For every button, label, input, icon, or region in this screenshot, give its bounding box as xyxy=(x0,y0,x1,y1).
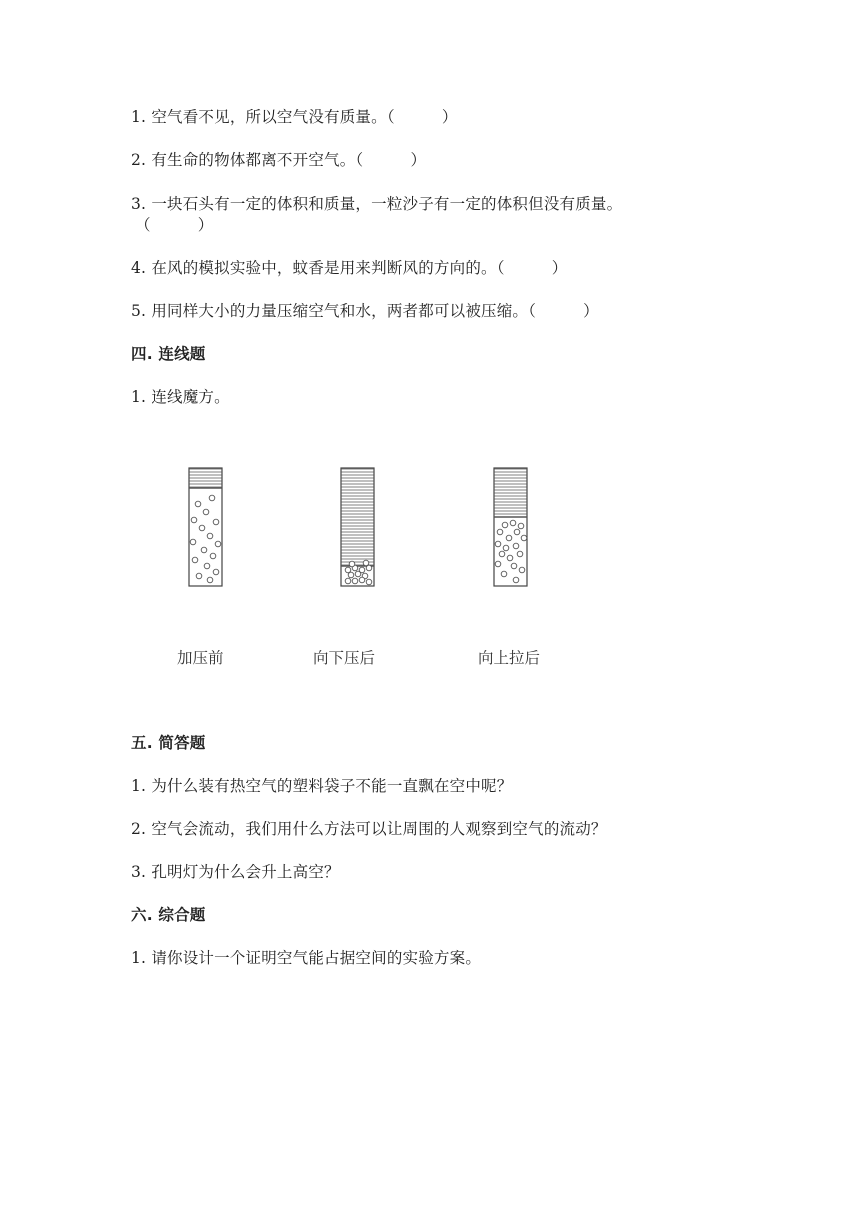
caption-after-press-down: 向下压后 xyxy=(313,649,376,667)
section-heading-short-answer: 五. 简答题 xyxy=(131,734,206,752)
judgement-question-3-blank: （ ） xyxy=(135,216,214,234)
caption-after-pull-up: 向上拉后 xyxy=(478,649,541,667)
tube-after-pull-up xyxy=(494,468,527,586)
matching-question-1: 1. 连线魔方。 xyxy=(131,388,230,406)
judgement-question-1: 1. 空气看不见，所以空气没有质量。（ ） xyxy=(131,108,458,126)
comprehensive-question-1: 1. 请你设计一个证明空气能占据空间的实验方案。 xyxy=(131,949,482,967)
short-answer-question-1: 1. 为什么装有热空气的塑料袋子不能一直飘在空中呢？ xyxy=(131,777,513,795)
judgement-question-5: 5. 用同样大小的力量压缩空气和水，两者都可以被压缩。（ ） xyxy=(131,302,599,320)
tube-after-press-down xyxy=(341,468,374,586)
judgement-question-2: 2. 有生命的物体都离不开空气。（ ） xyxy=(131,151,427,169)
syringe-figure xyxy=(180,460,580,600)
judgement-question-3: 3. 一块石头有一定的体积和质量，一粒沙子有一定的体积但没有质量。 xyxy=(131,195,623,213)
short-answer-question-3: 3. 孔明灯为什么会升上高空？ xyxy=(131,863,340,881)
section-heading-comprehensive: 六. 综合题 xyxy=(131,906,206,924)
section-heading-matching: 四. 连线题 xyxy=(131,345,206,363)
tube-before-pressure xyxy=(189,468,222,586)
short-answer-question-2: 2. 空气会流动，我们用什么方法可以让周围的人观察到空气的流动？ xyxy=(131,820,607,838)
judgement-question-4: 4. 在风的模拟实验中，蚊香是用来判断风的方向的。（ ） xyxy=(131,259,568,277)
caption-before-pressure: 加压前 xyxy=(177,649,224,667)
